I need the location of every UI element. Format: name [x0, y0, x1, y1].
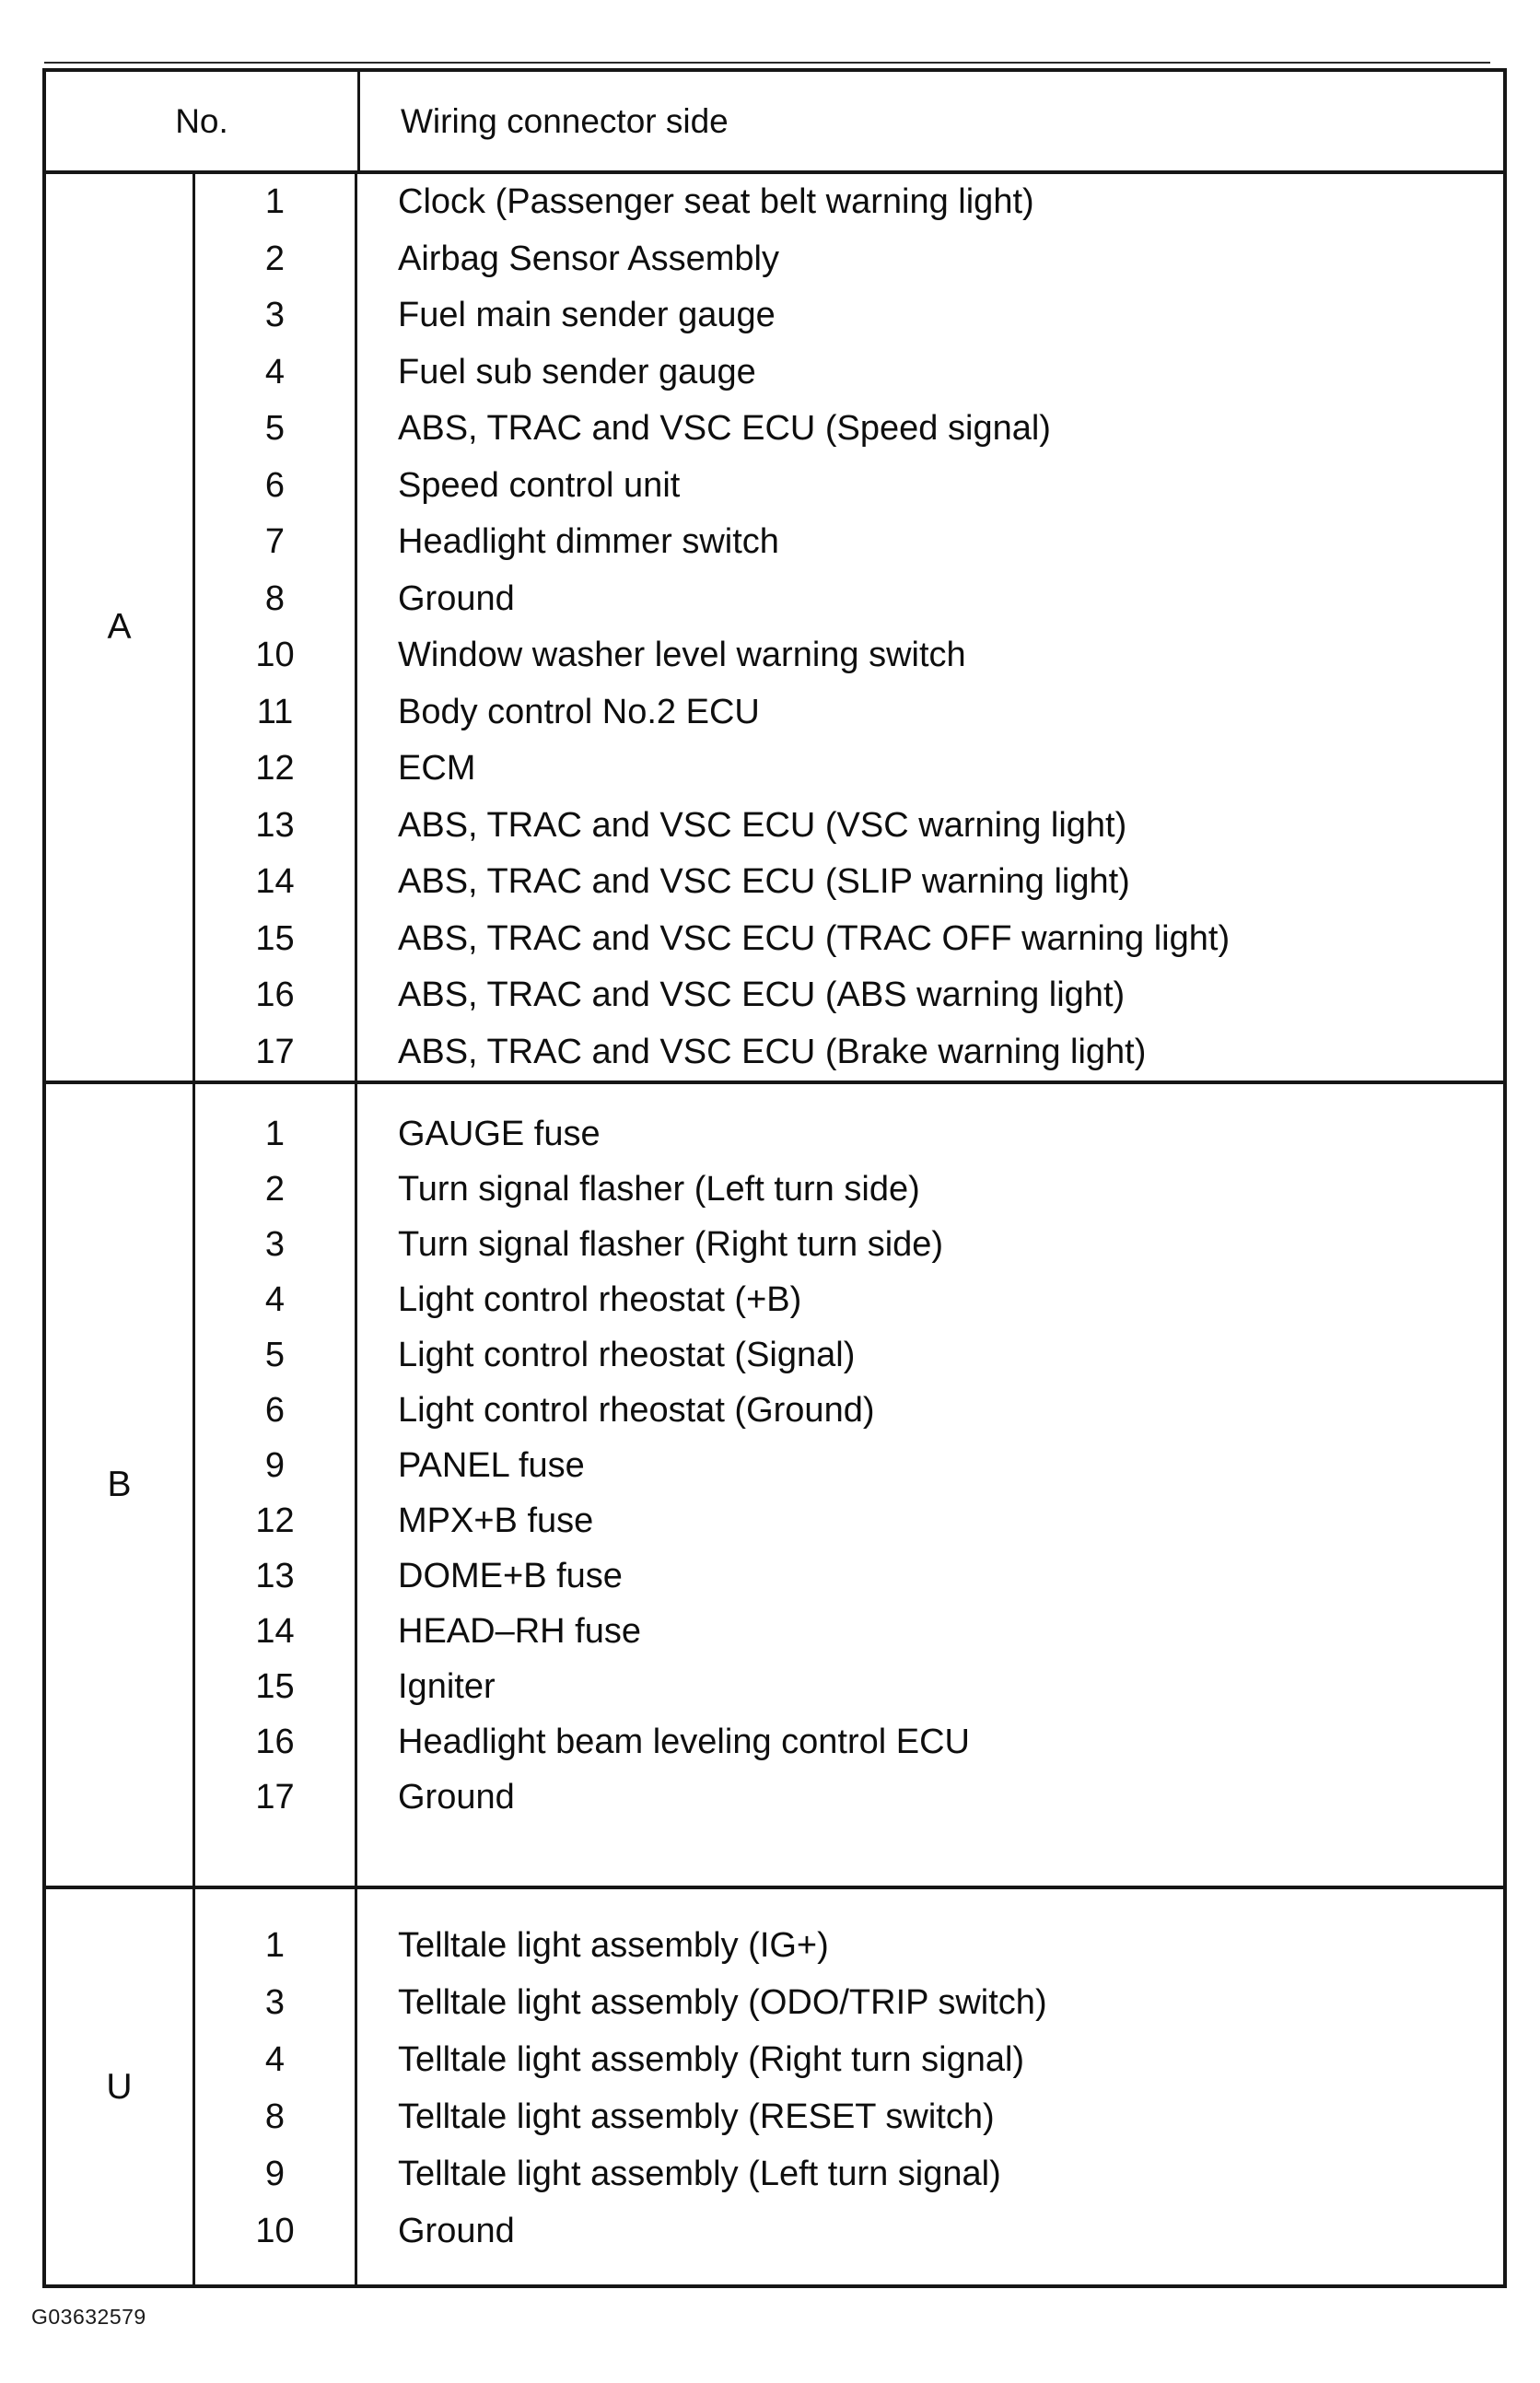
pin-number: 4 [264, 352, 286, 391]
wiring-connector-table [42, 68, 1507, 2288]
pin-label: Telltale light assembly (Left turn signal) [398, 2154, 1001, 2193]
pin-number: 11 [256, 692, 294, 731]
pin-label: Ground [398, 578, 515, 618]
pin-number: 5 [264, 409, 286, 449]
pin-label-column [357, 174, 1503, 1081]
column-header-no: No. [175, 101, 228, 140]
pin-label: PANEL fuse [398, 1445, 585, 1485]
pin-label: Clock (Passenger seat belt warning light) [398, 182, 1034, 222]
pin-number-column [195, 1084, 357, 1886]
pin-label: ABS, TRAC and VSC ECU (SLIP warning light) [398, 862, 1130, 902]
pin-number: 4 [264, 1279, 286, 1319]
pin-number: 6 [264, 1390, 286, 1430]
pin-number: 7 [264, 522, 286, 562]
pin-number: 9 [264, 2154, 286, 2193]
pin-number: 4 [264, 2039, 286, 2079]
pin-label: Speed control unit [398, 465, 681, 505]
pin-label-column [357, 1889, 1503, 2284]
pin-label: Telltale light assembly (Right turn signal) [398, 2039, 1025, 2079]
figure-id: G03632579 [31, 2305, 146, 2329]
pin-number: 10 [255, 636, 295, 675]
pin-number: 16 [255, 975, 295, 1015]
pin-number: 12 [255, 749, 295, 788]
pin-label: HEAD–RH fuse [398, 1611, 641, 1651]
pin-number: 15 [255, 1666, 295, 1706]
pin-number: 14 [255, 1611, 295, 1651]
pin-label: Light control rheostat (Signal) [398, 1335, 856, 1374]
pin-number-column [195, 174, 357, 1081]
pin-number: 8 [264, 578, 286, 618]
pin-number: 17 [255, 1032, 295, 1071]
pin-number: 2 [264, 1169, 286, 1209]
pin-label: Telltale light assembly (ODO/TRIP switch) [398, 1982, 1047, 2022]
pin-label-column [357, 1084, 1503, 1886]
connector-section-a [46, 174, 1503, 1084]
pin-label: Ground [398, 1777, 515, 1816]
pin-label: Airbag Sensor Assembly [398, 239, 779, 278]
pin-number: 3 [264, 296, 286, 335]
pin-number: 10 [255, 2211, 295, 2250]
pin-label: ABS, TRAC and VSC ECU (Speed signal) [398, 409, 1051, 449]
pin-label: Headlight beam leveling control ECU [398, 1722, 970, 1761]
pin-label: Telltale light assembly (IG+) [398, 1925, 829, 1965]
pin-label: Ground [398, 2211, 515, 2250]
connector-letter: U [46, 1889, 195, 2284]
pin-label: ABS, TRAC and VSC ECU (TRAC OFF warning light) [398, 918, 1231, 958]
connector-letter: A [46, 174, 195, 1081]
pin-number: 9 [264, 1445, 286, 1485]
connector-section-b [46, 1084, 1503, 1889]
pin-label: MPX+B fuse [398, 1501, 594, 1540]
pin-number: 2 [264, 239, 286, 278]
pin-label: DOME+B fuse [398, 1556, 623, 1595]
pin-number: 15 [255, 918, 295, 958]
pin-number: 13 [255, 805, 295, 845]
pin-label: GAUGE fuse [398, 1114, 601, 1153]
pin-number: 5 [264, 1335, 286, 1374]
pin-label: ECM [398, 749, 476, 788]
pin-number: 1 [264, 1114, 286, 1153]
pin-number: 1 [264, 182, 286, 222]
column-header-wiring-connector-side: Wiring connector side [357, 72, 1503, 170]
pin-number-column [195, 1889, 357, 2284]
pin-number: 12 [255, 1501, 295, 1540]
pin-number: 3 [264, 1982, 286, 2022]
pin-label: Igniter [398, 1666, 496, 1706]
pin-number: 13 [255, 1556, 295, 1595]
pin-label: Window washer level warning switch [398, 636, 966, 675]
pin-label: Light control rheostat (+B) [398, 1279, 802, 1319]
pin-number: 16 [255, 1722, 295, 1761]
pin-label: Fuel sub sender gauge [398, 352, 756, 391]
pin-label: Body control No.2 ECU [398, 692, 760, 731]
pin-label: Turn signal flasher (Right turn side) [398, 1224, 944, 1264]
pin-number: 3 [264, 1224, 286, 1264]
pin-label: Fuel main sender gauge [398, 296, 776, 335]
connector-section-u [46, 1889, 1503, 2284]
pin-number: 6 [264, 465, 286, 505]
table-header-row [46, 72, 1503, 174]
pin-label: ABS, TRAC and VSC ECU (Brake warning light) [398, 1032, 1147, 1071]
pin-number: 1 [264, 1925, 286, 1965]
pin-number: 17 [255, 1777, 295, 1816]
pin-label: ABS, TRAC and VSC ECU (ABS warning light) [398, 975, 1126, 1015]
pin-label: Light control rheostat (Ground) [398, 1390, 875, 1430]
pin-number: 14 [255, 862, 295, 902]
pin-label: Turn signal flasher (Left turn side) [398, 1169, 920, 1209]
pin-label: ABS, TRAC and VSC ECU (VSC warning light) [398, 805, 1127, 845]
pin-number: 8 [264, 2097, 286, 2136]
pin-label: Headlight dimmer switch [398, 522, 779, 562]
connector-letter: B [46, 1084, 195, 1886]
pin-label: Telltale light assembly (RESET switch) [398, 2097, 995, 2136]
